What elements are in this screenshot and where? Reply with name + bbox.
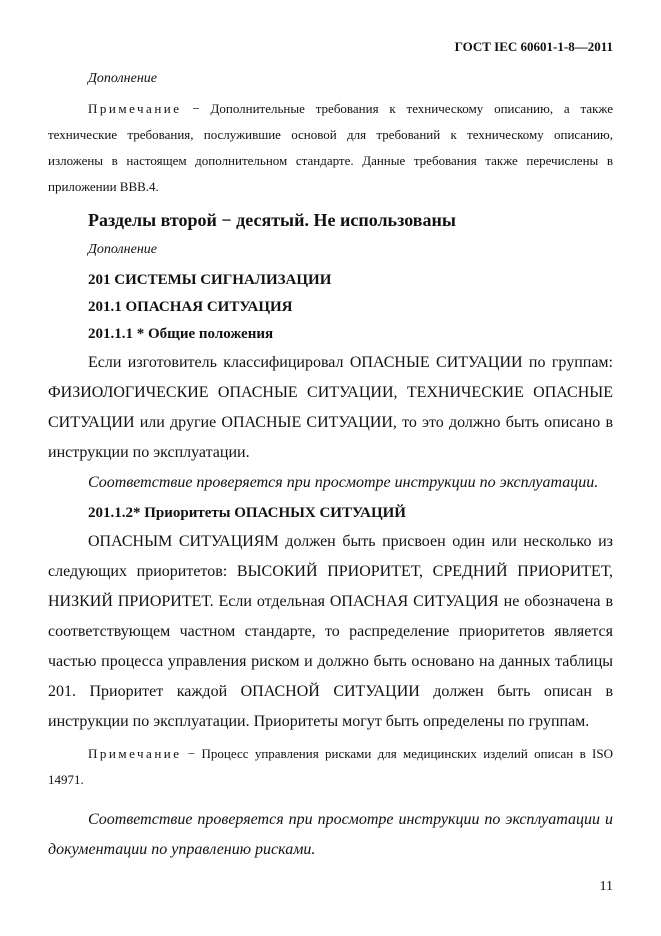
heading-201-1-1: 201.1.1 * Общие положения	[88, 326, 274, 342]
heading-201-1: 201.1 ОПАСНАЯ СИТУАЦИЯ	[88, 299, 293, 315]
page-number: 11	[599, 879, 613, 894]
note-lead: Примечание	[88, 746, 182, 761]
page-content	[48, 66, 613, 865]
addition-label: Дополнение	[88, 242, 157, 257]
section-heading: Разделы второй − десятый. Не использованы	[88, 210, 456, 230]
heading-201-1-2: 201.1.2* Приоритеты ОПАСНЫХ СИТУАЦИЙ	[88, 505, 406, 521]
note-lead: Примечание	[88, 101, 182, 116]
compliance-statement: Соответствие проверяется при просмотре инструкции по эксплуатации и документации по управлению рисками.	[48, 811, 613, 858]
document-code-header: ГОСТ IEC 60601-1-8—2011	[454, 39, 613, 54]
body-paragraph: Если изготовитель классифицировал ОПАСНЫЕ СИТУАЦИИ по группам: ФИЗИОЛОГИЧЕСКИЕ ОПАСНЫЕ СИТУАЦИИ, ТЕХНИЧЕСКИЕ ОПАСНЫЕ СИТУАЦИИ или другие ОПАСНЫЕ СИТУАЦИИ, то это должно быть описано в инструкции по эксплуатации.	[48, 354, 613, 461]
body-paragraph: ОПАСНЫМ СИТУАЦИЯМ должен быть присвоен один или несколько из следующих приоритетов: ВЫСОКИЙ ПРИОРИТЕТ, СРЕДНИЙ ПРИОРИТЕТ, НИЗКИЙ ПРИОРИТЕТ. Если отдельная ОПАСНАЯ СИТУАЦИЯ не обозначена в соответствующем частном стандарте, то распределение приоритетов является частью процесса управления риском и должно быть основано на данных таблицы 201. Приоритет каждой ОПАСНОЙ СИТУАЦИИ должен быть описан в инструкции по эксплуатации. Приоритеты могут быть определены по группам.	[48, 533, 613, 730]
note-paragraph	[48, 741, 613, 793]
note-text: − Дополнительные требования к техническому описанию, а также технические требования, послужившие основой для требований к техническому описанию, изложены в настоящем дополнительном стандарте. Данные требования также перечислены в приложении ВВВ.4.	[48, 101, 613, 194]
note-paragraph	[48, 96, 613, 200]
note-text: − Процесс управления рисками для медицинских изделий описан в ISO 14971.	[48, 746, 613, 787]
addition-label: Дополнение	[88, 71, 157, 86]
compliance-statement: Соответствие проверяется при просмотре инструкции по эксплуатации.	[88, 474, 599, 491]
heading-201: 201 СИСТЕМЫ СИГНАЛИЗАЦИИ	[88, 272, 332, 288]
